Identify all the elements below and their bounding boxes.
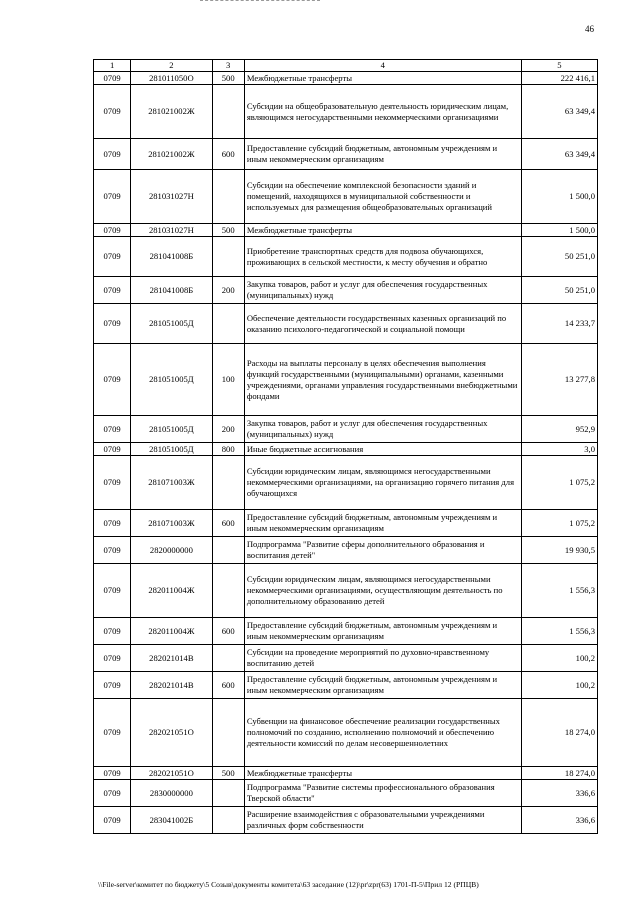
amount-cell: 13 277,8	[521, 344, 597, 416]
table-row	[94, 564, 598, 618]
target-article-cell: 281031027Н	[131, 170, 212, 224]
expense-type-cell: 600	[212, 139, 244, 170]
description-cell: Субсидии на проведение мероприятий по духовно-нравственному воспитанию детей	[244, 645, 521, 672]
target-article-cell: 281071003Ж	[131, 510, 212, 537]
description-cell: Субсидии на обеспечение комплексной безопасности зданий и помещений, находящихся в муниципальной собственности и используемых для размещения общеобразовательных организаций	[244, 170, 521, 224]
table-header-row	[94, 60, 598, 72]
description-cell: Обеспечение деятельности государственных казенных организаций по оказанию психолого-педагогической и социальной помощи	[244, 304, 521, 344]
section-code-cell: 0709	[94, 139, 131, 170]
amount-cell: 18 274,0	[521, 699, 597, 767]
description-cell: Расходы на выплаты персоналу в целях обеспечения выполнения функций государственными (муниципальными) органами, казенными учреждениями, органами управления государственными внебюджетными фондами	[244, 344, 521, 416]
description-cell: Субвенции на финансовое обеспечение реализации государственных полномочий по созданию, исполнению полномочий и обеспечению деятельности комиссий по делам несовершеннолетних	[244, 699, 521, 767]
table-row	[94, 537, 598, 564]
section-code-cell: 0709	[94, 672, 131, 699]
section-code-cell: 0709	[94, 618, 131, 645]
expense-type-cell	[212, 304, 244, 344]
target-article-cell: 282011004Ж	[131, 618, 212, 645]
table-row	[94, 618, 598, 645]
target-article-cell: 283041002Б	[131, 807, 212, 834]
expense-type-cell: 100	[212, 344, 244, 416]
description-cell: Закупка товаров, работ и услуг для обеспечения государственных (муниципальных) нужд	[244, 416, 521, 443]
section-code-cell: 0709	[94, 170, 131, 224]
expense-type-cell: 500	[212, 767, 244, 780]
budget-table	[93, 59, 598, 834]
header-cell-2: 2	[131, 60, 212, 72]
amount-cell: 1 075,2	[521, 456, 597, 510]
description-cell: Закупка товаров, работ и услуг для обеспечения государственных (муниципальных) нужд	[244, 277, 521, 304]
table-row	[94, 304, 598, 344]
amount-cell: 1 500,0	[521, 224, 597, 237]
file-path-footer: \\File-server\комитет по бюджету\5 Созыв\документы комитета\63 заседание (12)\pr\zpr(63) 1701-П-5\Прил 12 (РПЦВ)	[98, 880, 479, 889]
target-article-cell: 281051005Д	[131, 443, 212, 456]
expense-type-cell	[212, 645, 244, 672]
amount-cell: 1 500,0	[521, 170, 597, 224]
description-cell: Субсидии юридическим лицам, являющимся негосударственными некоммерческими организациями, осуществляющим деятельность по дополнительному образованию детей	[244, 564, 521, 618]
expense-type-cell	[212, 237, 244, 277]
table-row	[94, 170, 598, 224]
section-code-cell: 0709	[94, 537, 131, 564]
target-article-cell: 281071003Ж	[131, 456, 212, 510]
target-article-cell: 282021014В	[131, 645, 212, 672]
amount-cell: 336,6	[521, 807, 597, 834]
target-article-cell: 281011050О	[131, 72, 212, 85]
header-cell-3: 3	[212, 60, 244, 72]
section-code-cell: 0709	[94, 224, 131, 237]
target-article-cell: 282011004Ж	[131, 564, 212, 618]
expense-type-cell: 500	[212, 72, 244, 85]
section-code-cell: 0709	[94, 72, 131, 85]
target-article-cell: 281051005Д	[131, 344, 212, 416]
description-cell: Приобретение транспортных средств для подвоза обучающихся, проживающих в сельской местности, к месту обучения и обратно	[244, 237, 521, 277]
description-cell: Предоставление субсидий бюджетным, автономным учреждениям и иным некоммерческим организациям	[244, 510, 521, 537]
amount-cell: 100,2	[521, 645, 597, 672]
target-article-cell: 281021002Ж	[131, 85, 212, 139]
table-row	[94, 139, 598, 170]
table-row	[94, 85, 598, 139]
table-row	[94, 72, 598, 85]
target-article-cell: 282021051О	[131, 767, 212, 780]
expense-type-cell	[212, 85, 244, 139]
description-cell: Иные бюджетные ассигнования	[244, 443, 521, 456]
table-row	[94, 456, 598, 510]
expense-type-cell	[212, 699, 244, 767]
table-row	[94, 767, 598, 780]
expense-type-cell	[212, 537, 244, 564]
target-article-cell: 281051005Д	[131, 304, 212, 344]
table-row	[94, 224, 598, 237]
table-row	[94, 510, 598, 537]
expense-type-cell	[212, 456, 244, 510]
expense-type-cell: 200	[212, 416, 244, 443]
expense-type-cell	[212, 564, 244, 618]
page-number: 46	[585, 24, 594, 34]
description-cell: Расширение взаимодействия с образовательными учреждениями различных форм собственности	[244, 807, 521, 834]
description-cell: Межбюджетные трансферты	[244, 767, 521, 780]
header-cell-1: 1	[94, 60, 131, 72]
amount-cell: 1 075,2	[521, 510, 597, 537]
description-cell: Предоставление субсидий бюджетным, автономным учреждениям и иным некоммерческим организациям	[244, 672, 521, 699]
description-cell: Субсидии юридическим лицам, являющимся негосударственными некоммерческими организациями, на организацию горячего питания для обучающихся	[244, 456, 521, 510]
header-cell-5: 5	[521, 60, 597, 72]
description-cell: Подпрограмма "Развитие системы профессионального образования Тверской области"	[244, 780, 521, 807]
table-row	[94, 443, 598, 456]
table-row	[94, 780, 598, 807]
description-cell: Подпрограмма "Развитие сферы дополнительного образования и воспитания детей"	[244, 537, 521, 564]
section-code-cell: 0709	[94, 807, 131, 834]
amount-cell: 14 233,7	[521, 304, 597, 344]
expense-type-cell: 600	[212, 510, 244, 537]
section-code-cell: 0709	[94, 237, 131, 277]
section-code-cell: 0709	[94, 443, 131, 456]
target-article-cell: 282021014В	[131, 672, 212, 699]
section-code-cell: 0709	[94, 780, 131, 807]
table-row	[94, 645, 598, 672]
table-row	[94, 807, 598, 834]
amount-cell: 50 251,0	[521, 277, 597, 304]
section-code-cell: 0709	[94, 456, 131, 510]
target-article-cell: 281051005Д	[131, 416, 212, 443]
header-cell-4: 4	[244, 60, 521, 72]
amount-cell: 336,6	[521, 780, 597, 807]
expense-type-cell: 200	[212, 277, 244, 304]
amount-cell: 1 556,3	[521, 618, 597, 645]
section-code-cell: 0709	[94, 564, 131, 618]
expense-type-cell	[212, 170, 244, 224]
target-article-cell: 2820000000	[131, 537, 212, 564]
amount-cell: 50 251,0	[521, 237, 597, 277]
amount-cell: 1 556,3	[521, 564, 597, 618]
amount-cell: 63 349,4	[521, 85, 597, 139]
table-row	[94, 416, 598, 443]
scan-top-line	[200, 0, 320, 2]
description-cell: Межбюджетные трансферты	[244, 224, 521, 237]
target-article-cell: 2830000000	[131, 780, 212, 807]
section-code-cell: 0709	[94, 699, 131, 767]
target-article-cell: 281041008Б	[131, 237, 212, 277]
table-row	[94, 344, 598, 416]
target-article-cell: 281041008Б	[131, 277, 212, 304]
target-article-cell: 281021002Ж	[131, 139, 212, 170]
expense-type-cell: 500	[212, 224, 244, 237]
description-cell: Предоставление субсидий бюджетным, автономным учреждениям и иным некоммерческим организациям	[244, 139, 521, 170]
table-row	[94, 672, 598, 699]
section-code-cell: 0709	[94, 645, 131, 672]
expense-type-cell	[212, 780, 244, 807]
amount-cell: 100,2	[521, 672, 597, 699]
amount-cell: 222 416,1	[521, 72, 597, 85]
section-code-cell: 0709	[94, 416, 131, 443]
target-article-cell: 282021051О	[131, 699, 212, 767]
section-code-cell: 0709	[94, 277, 131, 304]
section-code-cell: 0709	[94, 344, 131, 416]
amount-cell: 952,9	[521, 416, 597, 443]
section-code-cell: 0709	[94, 767, 131, 780]
section-code-cell: 0709	[94, 304, 131, 344]
target-article-cell: 281031027Н	[131, 224, 212, 237]
amount-cell: 18 274,0	[521, 767, 597, 780]
table-row	[94, 277, 598, 304]
description-cell: Субсидии на общеобразовательную деятельность юридическим лицам, являющимся негосударственными некоммерческими организациями	[244, 85, 521, 139]
section-code-cell: 0709	[94, 85, 131, 139]
expense-type-cell: 800	[212, 443, 244, 456]
amount-cell: 19 930,5	[521, 537, 597, 564]
description-cell: Предоставление субсидий бюджетным, автономным учреждениям и иным некоммерческим организациям	[244, 618, 521, 645]
expense-type-cell: 600	[212, 618, 244, 645]
table-row	[94, 699, 598, 767]
amount-cell: 63 349,4	[521, 139, 597, 170]
expense-type-cell	[212, 807, 244, 834]
table-row	[94, 237, 598, 277]
description-cell: Межбюджетные трансферты	[244, 72, 521, 85]
amount-cell: 3,0	[521, 443, 597, 456]
section-code-cell: 0709	[94, 510, 131, 537]
expense-type-cell: 600	[212, 672, 244, 699]
